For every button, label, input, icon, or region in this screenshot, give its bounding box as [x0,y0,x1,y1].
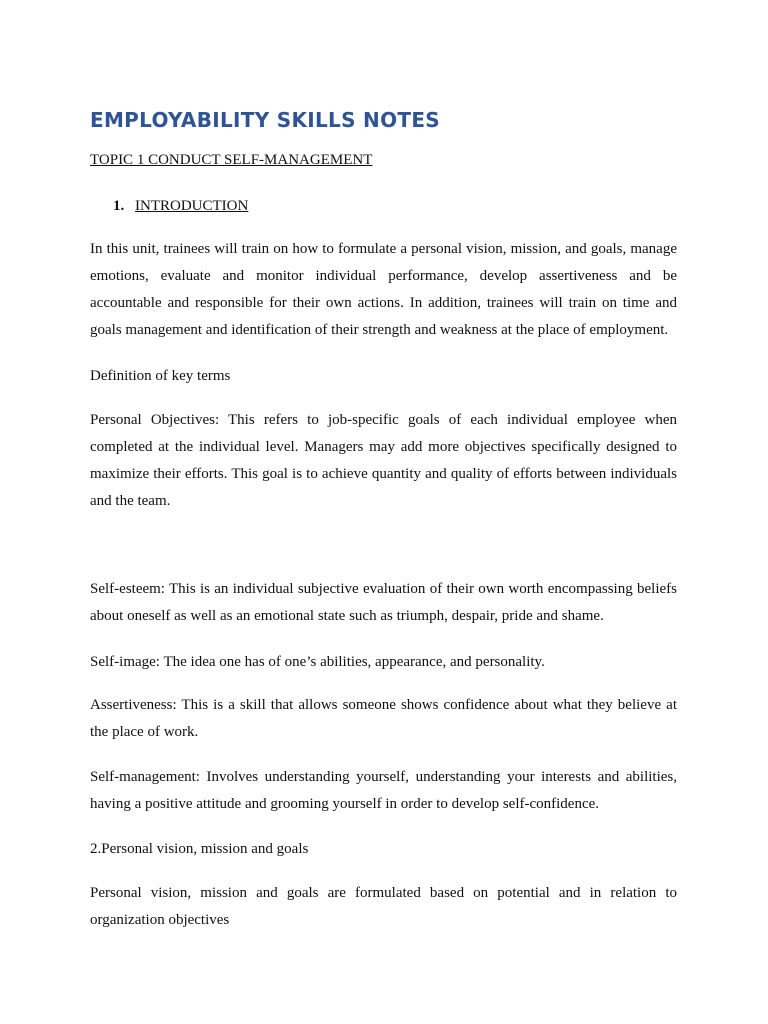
section-heading-introduction [113,197,248,215]
definition-self-esteem: Self-esteem: This is an individual subjective evaluation of their own worth encompassing beliefs about oneself as well as an emotional state such as triumph, despair, pride and shame. [90,581,677,624]
section-number: 1. [113,198,125,214]
section-label: INTRODUCTION [135,198,249,214]
section-heading-personal-vision: 2.Personal vision, mission and goals [90,841,309,857]
topic-heading: TOPIC 1 CONDUCT SELF-MANAGEMENT [90,152,373,168]
intro-paragraph: In this unit, trainees will train on how to formulate a personal vision, mission, and goals, manage emotions, evaluate and monitor individual performance, develop assertiveness and be accountable and responsible for their own actions. In addition, trainees will train on time and goals management and identification of their strength and weakness at the place of employment. [90,241,677,338]
personal-vision-paragraph: Personal vision, mission and goals are formulated based on potential and in relation to organization objectives [90,885,677,928]
definition-self-image: Self-image: The idea one has of one’s abilities, appearance, and personality. [90,654,545,670]
definition-self-management: Self-management: Involves understanding yourself, understanding your interests and abilities, having a positive attitude and grooming yourself in order to develop self-confidence. [90,769,677,812]
page-title: EMPLOYABILITY SKILLS NOTES [90,108,440,132]
definition-assertiveness: Assertiveness: This is a skill that allows someone shows confidence about what they believe at the place of work. [90,697,677,740]
definitions-heading: Definition of key terms [90,368,231,384]
definition-personal-objectives: Personal Objectives: This refers to job-specific goals of each individual employee when completed at the individual level. Managers may add more objectives specifically designed to maximize their efforts. This goal is to achieve quantity and quality of efforts between individuals and the team. [90,412,677,509]
